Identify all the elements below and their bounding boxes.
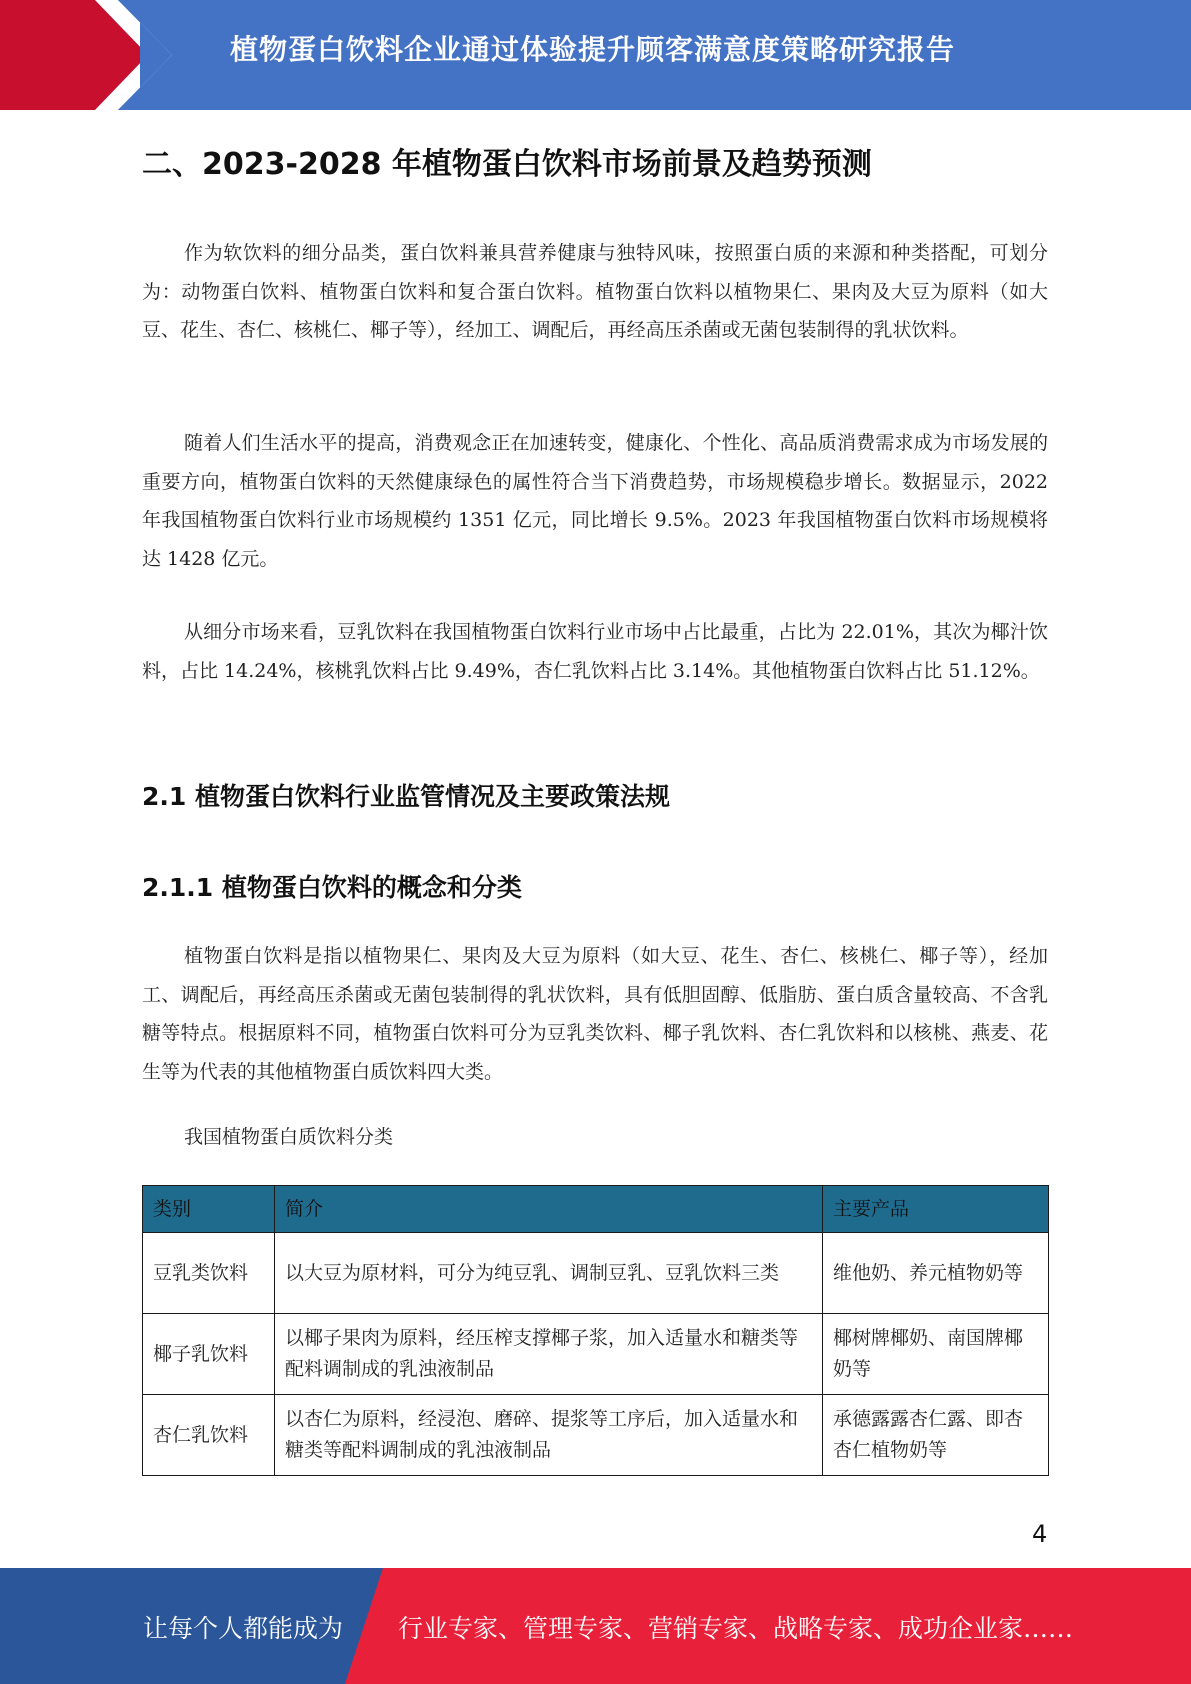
cell-category: 豆乳类饮料 (143, 1233, 275, 1314)
header-cell-category: 类别 (143, 1186, 275, 1233)
header-cell-description: 简介 (275, 1186, 823, 1233)
subsubsection-paragraph: 植物蛋白饮料是指以植物果仁、果肉及大豆为原料（如大豆、花生、杏仁、核桃仁、椰子等），经加工、调配后，再经高压杀菌或无菌包装制得的乳状饮料，具有低胆固醇、低脂肪、蛋白质含量较高、不含乳糖等特点。根据原料不同，植物蛋白饮料可分为豆乳类饮料、椰子乳饮料、杏仁乳饮料和以核桃、燕麦、花生等为代表的其他植物蛋白质饮料四大类。 (142, 945, 1048, 1083)
header-cell-products: 主要产品 (823, 1186, 1049, 1233)
cell-category: 杏仁乳饮料 (143, 1395, 275, 1476)
subsection-title: 2.1 植物蛋白饮料行业监管情况及主要政策法规 (142, 782, 670, 811)
table-row (143, 1395, 1049, 1476)
table-header-row (143, 1186, 1049, 1233)
footer-slogan-left: 让每个人都能成为 (143, 1614, 344, 1643)
table-row (143, 1233, 1049, 1314)
beverage-classification-table (142, 1185, 1049, 1476)
cell-products: 椰树牌椰奶、南国牌椰奶等 (823, 1314, 1049, 1395)
subsubsection-title: 2.1.1 植物蛋白饮料的概念和分类 (142, 873, 522, 902)
cell-description: 以大豆为原材料，可分为纯豆乳、调制豆乳、豆乳饮料三类 (275, 1233, 823, 1314)
report-title: 植物蛋白饮料企业通过体验提升顾客满意度策略研究报告 (230, 33, 956, 66)
footer-banner (0, 1568, 1191, 1684)
table-row (143, 1314, 1049, 1395)
cell-category: 椰子乳饮料 (143, 1314, 275, 1395)
page-number: 4 (1032, 1520, 1048, 1548)
cell-products: 维他奶、养元植物奶等 (823, 1233, 1049, 1314)
table-caption: 我国植物蛋白质饮料分类 (184, 1126, 394, 1148)
cell-products: 承德露露杏仁露、即杏杏仁植物奶等 (823, 1395, 1049, 1476)
header-banner (0, 0, 1191, 110)
cell-description: 以椰子果肉为原料，经压榨支撑椰子浆，加入适量水和糖类等配料调制成的乳浊液制品 (275, 1314, 823, 1395)
section-title: 二、2023-2028 年植物蛋白饮料市场前景及趋势预测 (142, 147, 872, 182)
section-paragraph-1: 作为软饮料的细分品类，蛋白饮料兼具营养健康与独特风味，按照蛋白质的来源和种类搭配，可划分为：动物蛋白饮料、植物蛋白饮料和复合蛋白饮料。植物蛋白饮料以植物果仁、果肉及大豆为原料（如大豆、花生、杏仁、核桃仁、椰子等），经加工、调配后，再经高压杀菌或无菌包装制得的乳状饮料。 (142, 242, 1048, 341)
footer-slogan-right: 行业专家、管理专家、营销专家、战略专家、成功企业家…… (398, 1614, 1074, 1643)
section-paragraph-3: 从细分市场来看，豆乳饮料在我国植物蛋白饮料行业市场中占比最重，占比为 22.01%，其次为椰汁饮料，占比 14.24%，核桃乳饮料占比 9.49%，杏仁乳饮料占比 3.14%。其他植物蛋白饮料占比 51.12%。 (142, 621, 1048, 682)
section-paragraph-2: 随着人们生活水平的提高，消费观念正在加速转变，健康化、个性化、高品质消费需求成为市场发展的重要方向，植物蛋白饮料的天然健康绿色的属性符合当下消费趋势，市场规模稳步增长。数据显示，2022 年我国植物蛋白饮料行业市场规模约 1351 亿元，同比增长 9.5%。2023 年我国植物蛋白饮料市场规模将达 1428 亿元。 (142, 432, 1048, 570)
cell-description: 以杏仁为原料，经浸泡、磨碎、提浆等工序后，加入适量水和糖类等配料调制成的乳浊液制品 (275, 1395, 823, 1476)
